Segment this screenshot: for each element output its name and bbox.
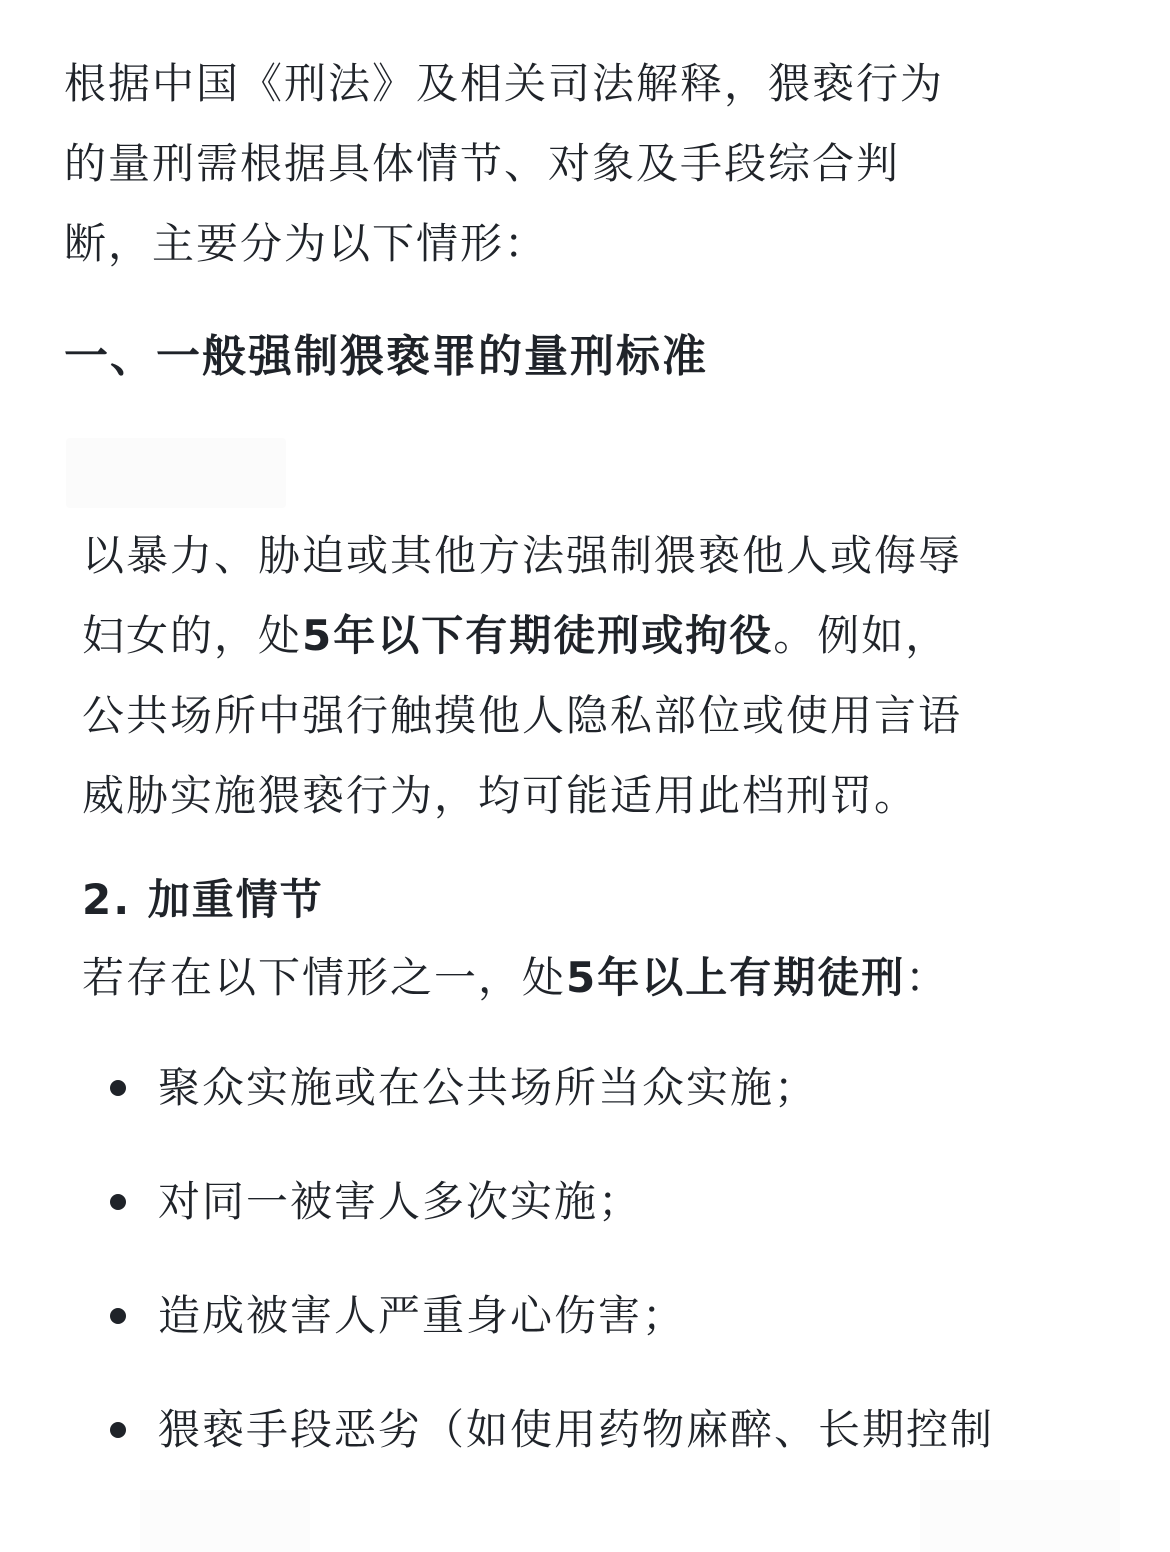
subheading-aggravating: 2. 加重情节: [82, 875, 324, 924]
intro-line-2: 的量刑需根据具体情节、对象及手段综合判: [64, 139, 901, 188]
list-item-text: 对同一被害人多次实施；: [158, 1177, 643, 1226]
intro-line-3: 断，主要分为以下情形：: [64, 219, 549, 268]
paragraph-line: 以暴力、胁迫或其他方法强制猥亵他人或侮辱: [82, 531, 963, 580]
bullet-icon: [110, 1308, 126, 1324]
intro-paragraph: [64, 44, 944, 284]
list-item-text: 猥亵手段恶劣（如使用药物麻醉、长期控制: [158, 1405, 995, 1454]
text-span: 若存在以下情形之一，处: [82, 953, 567, 1002]
text-span: 。例如，: [773, 611, 950, 660]
list-item-text: 聚众实施或在公共场所当众实施；: [158, 1063, 819, 1112]
faded-placeholder: [140, 1490, 310, 1552]
bold-penalty: 5年以上有期徒刑: [566, 953, 906, 1002]
section-heading-general: 一、一般强制猥亵罪的量刑标准: [64, 331, 708, 382]
general-sentencing-paragraph: [82, 516, 962, 836]
faded-placeholder: [66, 438, 286, 508]
paragraph-line: 公共场所中强行触摸他人隐私部位或使用言语: [82, 691, 963, 740]
paragraph-line: [82, 596, 962, 676]
bullet-icon: [110, 1422, 126, 1438]
bold-penalty: 5年以下有期徒刑或拘役: [302, 611, 774, 660]
paragraph-line: 威胁实施猥亵行为，均可能适用此档刑罚。: [82, 771, 919, 820]
intro-line-1: 根据中国《刑法》及相关司法解释，猥亵行为: [64, 59, 945, 108]
list-item-text: 造成被害人严重身心伤害；: [158, 1291, 687, 1340]
faded-placeholder: [920, 1480, 1120, 1552]
text-span: ：: [905, 953, 950, 1002]
bullet-icon: [110, 1080, 126, 1096]
text-span: 妇女的，处: [82, 611, 303, 660]
aggravating-lead: [82, 938, 949, 1018]
bullet-icon: [110, 1194, 126, 1210]
